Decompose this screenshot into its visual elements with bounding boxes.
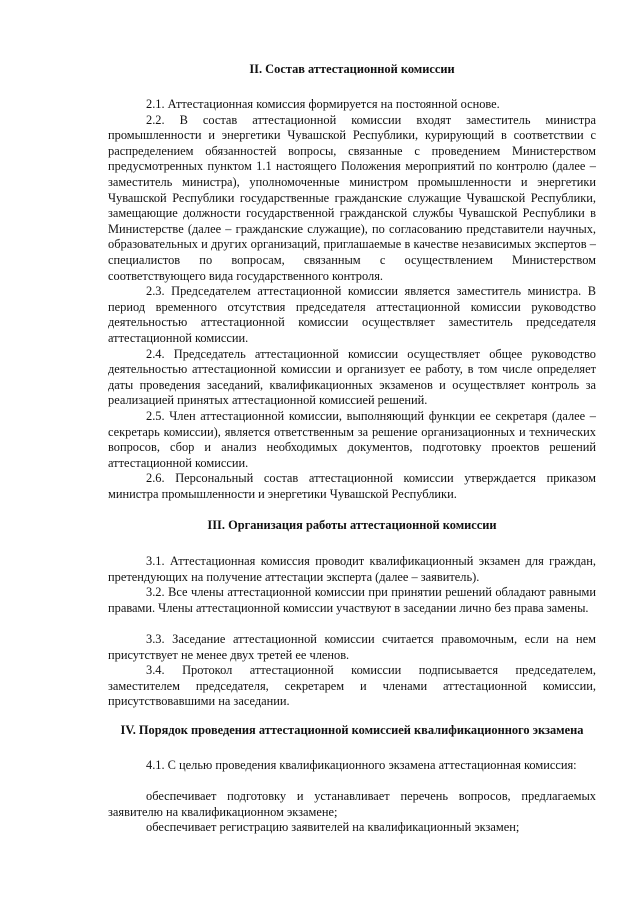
paragraph-2-2: 2.2. В состав аттестационной комиссии входят заместитель министра промышленности и энергетики Чувашской Республики, курирующий в соответствии с распределением обязанностей вопросы, связанные с проведением Министерством предусмотренных пунктом 1.1 настоящего Положения мероприятий по контролю (далее – заместитель министра), уполномоченные министром промышленности и энергетики Чувашской Республики государственные гражданские служащие Чувашской Республики, замещающие должности государственной гражданской службы Чувашской Республики в Министерстве (далее – гражданские служащие), по согласованию представители научных, образовательных и других организаций, приглашаемые в качестве независимых экспертов – специалистов по вопросам, связанным с осуществлением Министерством соответствующего вида государственного контроля. [108,112,596,283]
section-2-title: II. Состав аттестационной комиссии [249,62,455,76]
paragraph-3-1: 3.1. Аттестационная комиссия проводит квалификационный экзамен для граждан, претендующих на получение аттестации эксперта (далее – заявитель). [108,554,596,584]
paragraph-2-5: 2.5. Член аттестационной комиссии, выполняющий функции ее секретаря (далее – секретарь комиссии), является ответственным за решение организационных и технических вопросов, сбор и анализ необходимых документов, подготовку проектов решений аттестационной комиссии. [108,409,596,470]
paragraph-2-3: 2.3. Председателем аттестационной комиссии является заместитель министра. В период временного отсутствия председателя аттестационной комиссии руководство деятельностью аттестационной комиссии осуществляет заместитель председателя аттестационной комиссии. [108,284,596,345]
paragraph-2-6: 2.6. Персональный состав аттестационной комиссии утверждается приказом министра промышленности и энергетики Чувашской Республики. [108,471,596,501]
paragraph-2-1: 2.1. Аттестационная комиссия формируется на постоянной основе. [146,97,500,111]
section-3-title: III. Организация работы аттестационной комиссии [207,518,497,532]
section-4-title: IV. Порядок проведения аттестационной комиссией квалификационного экзамена [120,723,584,737]
paragraph-3-3: 3.3. Заседание аттестационной комиссии считается правомочным, если на нем присутствует не менее двух третей ее членов. [108,632,596,662]
paragraph-2-4: 2.4. Председатель аттестационной комиссии осуществляет общее руководство деятельностью аттестационной комиссии и организует ее работу, в том числе определяет даты проведения заседаний, квалификационных экзаменов и осуществляет контроль за реализацией принятых аттестационной комиссией решений. [108,346,596,408]
list-item-register-applicants: обеспечивает регистрацию заявителей на квалификационный экзамен; [146,820,520,835]
paragraph-3-4: 3.4. Протокол аттестационной комиссии подписывается председателем, заместителем председателя, секретарем и членами аттестационной комиссии, присутствовавшими на заседании. [108,663,596,709]
paragraph-4-1: 4.1. С целью проведения квалификационного экзамена аттестационная комиссия: [146,758,577,772]
paragraph-3-2: 3.2. Все члены аттестационной комиссии при принятии решений обладают равными правами. Члены аттестационной комиссии участвуют в заседании лично без права замены. [108,585,596,615]
list-item-prepare-questions: обеспечивает подготовку и устанавливает перечень вопросов, предлагаемых заявителю на квалификационном экзамене; [108,789,596,819]
